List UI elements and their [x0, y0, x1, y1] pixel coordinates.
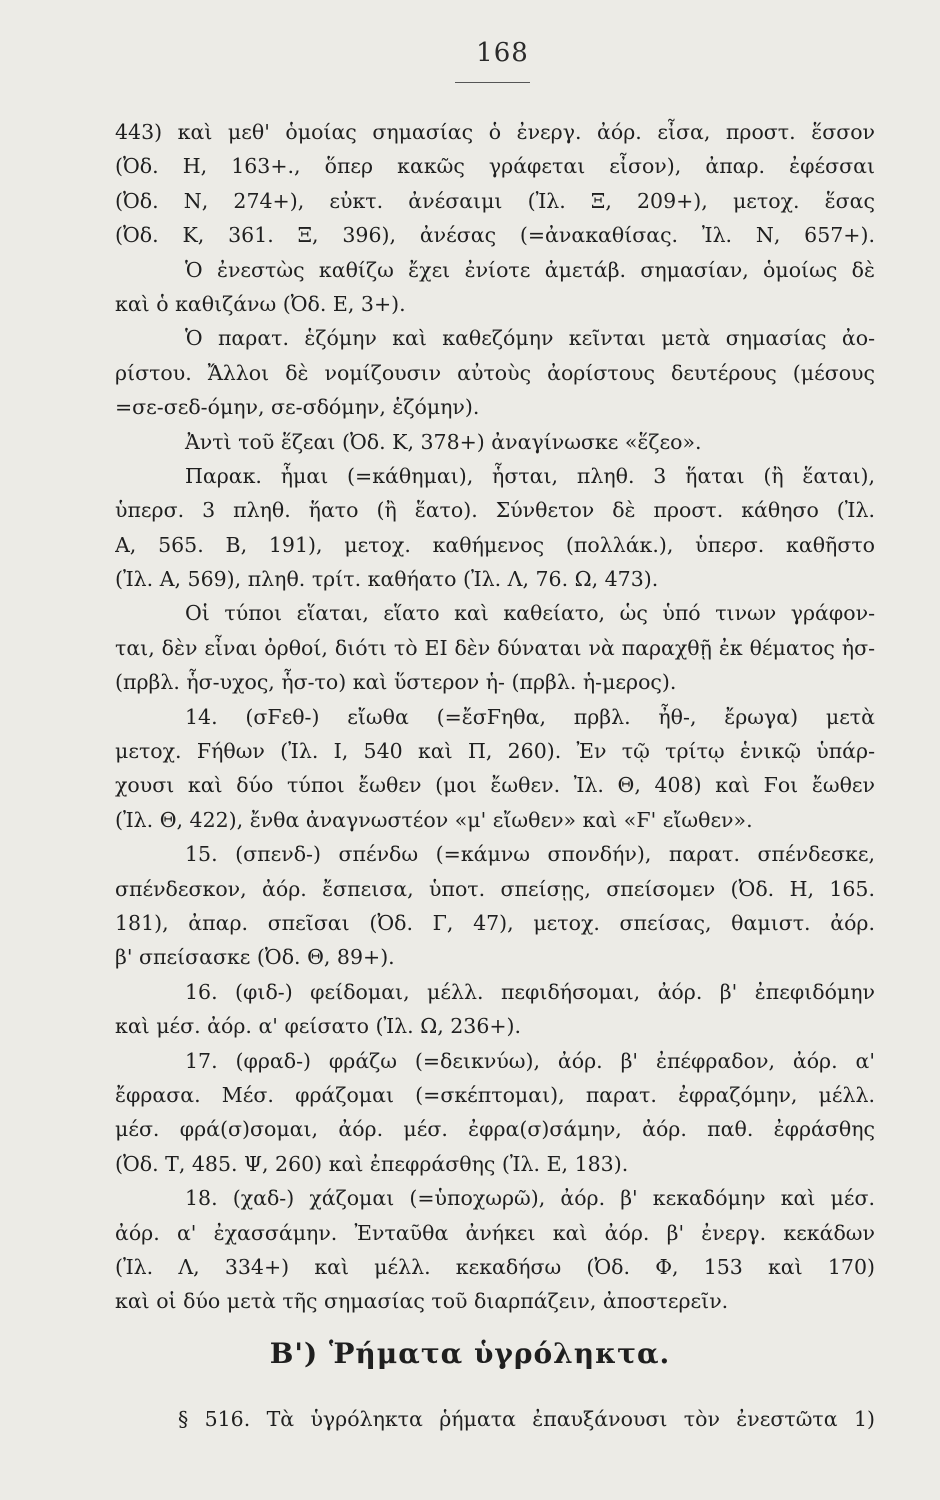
- text-line: (Ὀδ. Κ, 361. Ξ, 396), ἀνέσας (=ἀνακαθίσας. Ἰλ. Ν, 657+).: [115, 223, 875, 248]
- text-line: Α, 565. Β, 191), μετοχ. καθήμενος (πολλάκ.), ὑπερσ. καθῆστο: [115, 532, 875, 557]
- text-line: 443) καὶ μεθ' ὁμοίας σημασίας ὁ ἐνεργ. ἀόρ. εἶσα, προστ. ἕσσον: [115, 120, 875, 144]
- text-line: 14. (σϜεθ-) εἴωθα (=ἔσϜηθα, πρβλ. ἦθ-, ἔρωγα) μετὰ: [185, 704, 875, 729]
- text-line: (Ὀδ. Η, 163+., ὅπερ κακῶς γράφεται εἶσον), ἀπαρ. ἐφέσσαι: [115, 154, 875, 179]
- text-line: ὑπερσ. 3 πληθ. ἥατο (ἢ ἕατο). Σύνθετον δὲ προστ. κάθησο (Ἰλ.: [115, 498, 875, 523]
- text-line: 17. (φραδ-) φράζω (=δεικνύω), ἀόρ. β' ἐπέφραδον, ἀόρ. α': [185, 1048, 875, 1073]
- text-line: μετοχ. Ϝήθων (Ἰλ. Ι, 540 καὶ Π, 260). Ἐν τῷ τρίτῳ ἑνικῷ ὑπάρ-: [115, 739, 875, 764]
- text-line: καὶ οἱ δύο μετὰ τῆς σημασίας τοῦ διαρπάζειν, ἀποστερεῖν.: [115, 1289, 729, 1314]
- text-line: Παρακ. ἧμαι (=κάθημαι), ἧσται, πληθ. 3 ἥαται (ἢ ἕαται),: [185, 463, 875, 488]
- section-heading: Β') Ῥήματα ὑγρόληκτα.: [269, 1337, 671, 1370]
- text-line: 181), ἀπαρ. σπεῖσαι (Ὀδ. Γ, 47), μετοχ. σπείσας, θαμιστ. ἀόρ.: [115, 910, 875, 935]
- text-line: μέσ. φρά(σ)σομαι, ἀόρ. μέσ. ἐφρα(σ)σάμην, ἀόρ. παθ. ἐφράσθης: [115, 1117, 875, 1142]
- text-line: (Ἰλ. Λ, 334+) καὶ μέλλ. κεκαδήσω (Ὀδ. Φ, 153 καὶ 170): [115, 1254, 875, 1279]
- text-line: χουσι καὶ δύο τύποι ἔωθεν (μοι ἔωθεν. Ἰλ. Θ, 408) καὶ Ϝοι ἔωθεν: [115, 773, 875, 798]
- page-number: 168: [476, 38, 529, 68]
- text-line: ται, δὲν εἶναι ὀρθοί, διότι τὸ ΕΙ δὲν δύναται νὰ παραχθῇ ἐκ θέματος ἡσ-: [115, 635, 875, 660]
- text-line: (πρβλ. ἧσ-υχος, ἧσ-το) καὶ ὕστερον ἡ- (πρβλ. ἡ-μερος).: [115, 670, 677, 695]
- text-line: 18. (χαδ-) χάζομαι (=ὑποχωρῶ), ἀόρ. β' κεκαδόμην καὶ μέσ.: [185, 1186, 875, 1211]
- text-line: (Ἰλ. Α, 569), πληθ. τρίτ. καθήατο (Ἰλ. Λ, 76. Ω, 473).: [115, 567, 659, 592]
- text-line: Ὁ παρατ. ἑζόμην καὶ καθεζόμην κεῖνται μετὰ σημασίας ἀο-: [185, 326, 875, 351]
- text-line: καὶ ὁ καθιζάνω (Ὀδ. Ε, 3+).: [115, 291, 406, 316]
- text-line: Ἀντὶ τοῦ ἕζεαι (Ὀδ. Κ, 378+) ἀναγίνωσκε «ἕζεο».: [185, 429, 702, 454]
- text-line: ρίστου. Ἄλλοι δὲ νομίζουσιν αὐτοὺς ἀορίστους δευτέρους (μέσους: [115, 360, 875, 385]
- body-text: [115, 115, 875, 1319]
- text-line: β' σπείσασκε (Ὀδ. Θ, 89+).: [115, 945, 395, 970]
- text-line: (Ὀδ. Τ, 485. Ψ, 260) καὶ ἐπεφράσθης (Ἰλ. Ε, 183).: [115, 1151, 629, 1176]
- text-line: καὶ μέσ. ἀόρ. α' φείσατο (Ἰλ. Ω, 236+).: [115, 1014, 522, 1039]
- text-line: (Ὀδ. Ν, 274+), εὐκτ. ἀνέσαιμι (Ἰλ. Ξ, 209+), μετοχ. ἕσας: [115, 188, 875, 213]
- text-line: (Ἰλ. Θ, 422), ἔνθα ἀναγνωστέον «μ' εἴωθεν» καὶ «Ϝ' εἴωθεν».: [115, 807, 753, 832]
- text-line: Οἱ τύποι εἵαται, εἵατο καὶ καθείατο, ὡς ὑπό τινων γράφον-: [185, 601, 875, 626]
- text-line: ἀόρ. α' ἐχασσάμην. Ἐνταῦθα ἀνήκει καὶ ἀόρ. β' ἐνεργ. κεκάδων: [115, 1220, 875, 1245]
- text-line: ἔφρασα. Μέσ. φράζομαι (=σκέπτομαι), παρατ. ἐφραζόμην, μέλλ.: [115, 1082, 875, 1107]
- header-rule: [455, 82, 530, 83]
- text-line: 16. (φιδ-) φείδομαι, μέλλ. πεφιδήσομαι, ἀόρ. β' ἐπεφιδόμην: [185, 979, 875, 1004]
- text-line: Ὁ ἐνεστὼς καθίζω ἔχει ἐνίοτε ἀμετάβ. σημασίαν, ὁμοίως δὲ: [185, 257, 875, 282]
- text-line: σπένδεσκον, ἀόρ. ἔσπεισα, ὑποτ. σπείσῃς, σπείσομεν (Ὀδ. Η, 165.: [115, 876, 875, 901]
- paragraph-516-start: § 516. Τὰ ὑγρόληκτα ῥήματα ἐπαυξάνουσι τὸν ἐνεστῶτα 1): [178, 1407, 875, 1431]
- text-line: =σε-σεδ-όμην, σε-σδόμην, ἑζόμην).: [115, 395, 480, 420]
- text-line: 15. (σπενδ-) σπένδω (=κάμνω σπονδήν), παρατ. σπένδεσκε,: [185, 842, 875, 867]
